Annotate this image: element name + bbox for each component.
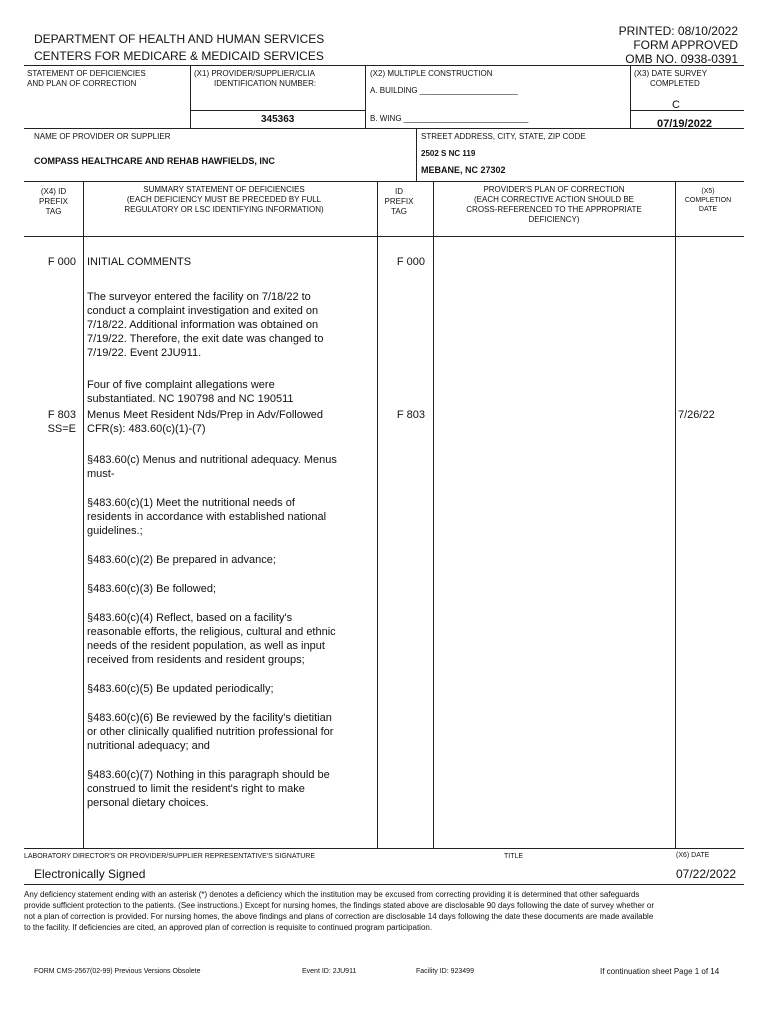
- x1-label-1: (X1) PROVIDER/SUPPLIER/CLIA: [194, 69, 315, 78]
- page-indicator: If continuation sheet Page 1 of 14: [600, 967, 720, 976]
- x1-left-border: [190, 65, 191, 128]
- city-state-zip: MEBANE, NC 27302: [421, 165, 506, 175]
- signature-date: 07/22/2022: [676, 867, 737, 881]
- x5-column-header: [675, 187, 741, 214]
- plan-column-header: [433, 185, 675, 225]
- regulation-paragraph: §483.60(c) Menus and nutritional adequacy. Menus must-: [87, 454, 337, 480]
- printed-date: PRINTED: 08/10/2022: [618, 24, 738, 38]
- regulation-paragraph: §483.60(c)(6) Be reviewed by the facility's dietitian or other clinically qualified nutrition professional for nutritional adequacy; and: [87, 712, 334, 752]
- complaint-line-2: substantiated. NC 190798 and NC 190511: [87, 393, 294, 405]
- top-border: [24, 65, 744, 66]
- regulation-paragraph: §483.60(c)(7) Nothing in this paragraph should be construed to limit the resident's right to make personal dietary choices.: [87, 769, 330, 809]
- signature-top-border: [24, 848, 744, 849]
- regulation-text: [87, 453, 337, 825]
- regulation-paragraph: §483.60(c)(1) Meet the nutritional needs of residents in accordance with established national guidelines.;: [87, 497, 327, 537]
- right-tag-f000: F 000: [396, 256, 425, 268]
- x4-column-header: [24, 187, 83, 217]
- plan-header-line: PROVIDER'S PLAN OF CORRECTION: [483, 185, 625, 194]
- provider-number: 345363: [261, 114, 295, 125]
- initial-comments-heading: INITIAL COMMENTS: [87, 256, 192, 268]
- column-header-bottom: [24, 236, 744, 237]
- id-column-divider: [433, 181, 434, 848]
- signature-bottom-border: [24, 884, 744, 885]
- tag-f803: F 803: [47, 409, 76, 421]
- f803-title: Menus Meet Resident Nds/Prep in Adv/Followed: [87, 409, 324, 421]
- tag-f000: F 000: [47, 256, 76, 268]
- summary-header-line: (EACH DEFICIENCY MUST BE PRECEDED BY FULL: [126, 195, 322, 204]
- f803-cfr: CFR(s): 483.60(c)(1)-(7): [87, 423, 206, 435]
- summary-header-line: SUMMARY STATEMENT OF DEFICIENCIES: [143, 185, 305, 194]
- provider-name: COMPASS HEALTHCARE AND REHAB HAWFIELDS, INC: [34, 156, 275, 166]
- x6-date-label: (X6) DATE: [676, 852, 710, 859]
- street-address: 2502 S NC 119: [421, 149, 476, 158]
- x5-header-line: (X5): [701, 188, 715, 195]
- complaint-line-1: Four of five complaint allegations were: [87, 379, 275, 391]
- initial-comments-text: The surveyor entered the facility on 7/18/22 to conduct a complaint investigation and exited on 7/18/22. Additional information was obtained on 7/19/22. Therefore, the exit date was changed to 7/19/22. Event 2JU911.: [87, 291, 324, 359]
- building-field: A. BUILDING ______________________: [370, 86, 518, 95]
- x4-header-line: (X4) ID: [40, 187, 67, 196]
- id-header-line: PREFIX: [384, 197, 414, 206]
- x2-left-border: [365, 65, 366, 128]
- x3-left-border: [630, 65, 631, 128]
- form-number: FORM CMS-2567(02-99) Previous Versions Obsolete: [34, 968, 201, 975]
- department-title: DEPARTMENT OF HEALTH AND HUMAN SERVICES: [34, 32, 325, 46]
- id-header-line: TAG: [391, 207, 407, 216]
- survey-date: 07/19/2022: [657, 118, 713, 130]
- id-block-bottom: [24, 128, 744, 129]
- x2-label: (X2) MULTIPLE CONSTRUCTION: [370, 69, 493, 78]
- scope-severity: SS=E: [47, 423, 76, 435]
- plan-header-line: DEFICIENCY): [528, 215, 580, 224]
- x4-header-line: TAG: [45, 207, 62, 216]
- right-tag-f803: F 803: [396, 409, 425, 421]
- address-left-border: [416, 128, 417, 181]
- provider-name-label: NAME OF PROVIDER OR SUPPLIER: [34, 132, 171, 141]
- tag-column-divider: [83, 181, 84, 848]
- summary-header-line: REGULATORY OR LSC IDENTIFYING INFORMATION): [124, 205, 324, 214]
- x1-divider: [190, 110, 365, 111]
- f803-completion-date: 7/26/22: [678, 409, 715, 421]
- facility-id: Facility ID: 923499: [416, 968, 474, 975]
- regulation-paragraph: §483.60(c)(5) Be updated periodically;: [87, 683, 274, 695]
- statement-label-2: AND PLAN OF CORRECTION: [27, 79, 137, 88]
- x5-header-line: COMPLETION: [684, 197, 732, 204]
- survey-code: C: [672, 99, 680, 111]
- signature-label: LABORATORY DIRECTOR'S OR PROVIDER/SUPPLIER REPRESENTATIVE'S SIGNATURE: [24, 853, 316, 860]
- plan-column-divider: [675, 181, 676, 848]
- regulation-paragraph: §483.60(c)(4) Reflect, based on a facility's reasonable efforts, the religious, cultural and ethnic needs of the resident population, as well as input received from residents and resident groups;: [87, 612, 336, 666]
- id-header-line: ID: [395, 187, 403, 196]
- x3-divider: [630, 110, 744, 111]
- agency-title: CENTERS FOR MEDICARE & MEDICAID SERVICES: [34, 49, 324, 63]
- provider-block-bottom: [24, 181, 744, 182]
- plan-header-line: (EACH CORRECTIVE ACTION SHOULD BE: [473, 195, 635, 204]
- title-label: TITLE: [504, 853, 524, 860]
- signature-value: Electronically Signed: [34, 867, 146, 881]
- x4-header-line: PREFIX: [39, 197, 68, 206]
- x5-header-line: DATE: [698, 206, 718, 213]
- x1-label-2: IDENTIFICATION NUMBER:: [214, 79, 317, 88]
- statement-label-1: STATEMENT OF DEFICIENCIES: [27, 69, 146, 78]
- omb-number: OMB NO. 0938-0391: [625, 52, 738, 66]
- wing-field: B. WING ____________________________: [370, 114, 529, 123]
- disclaimer-text: Any deficiency statement ending with an asterisk (*) denotes a deficiency which the institution may be excused from correcting providing it is determined that other safeguards provide sufficient protection to the patients. (See instructions.) Except for nursing homes, the findings stated above are disclosable 90 days following the date of survey whether or not a plan of correction is provided. For nursing homes, the above findings and plans of correction are disclosable 14 days following the date these documents are made available to the facility. If deficiencies are cited, an approved plan of correction is requisite to continued program participation.: [24, 890, 654, 932]
- event-id: Event ID: 2JU911: [302, 968, 357, 975]
- id-column-header: [377, 187, 421, 217]
- x3-label-2: COMPLETED: [650, 79, 700, 88]
- form-approved: FORM APPROVED: [633, 38, 738, 52]
- regulation-paragraph: §483.60(c)(2) Be prepared in advance;: [87, 554, 276, 566]
- plan-header-line: CROSS-REFERENCED TO THE APPROPRIATE: [466, 205, 642, 214]
- summary-column-divider: [377, 181, 378, 848]
- x3-label-1: (X3) DATE SURVEY: [634, 69, 708, 78]
- summary-column-header: [83, 185, 365, 215]
- address-label: STREET ADDRESS, CITY, STATE, ZIP CODE: [421, 132, 586, 141]
- regulation-paragraph: §483.60(c)(3) Be followed;: [87, 583, 217, 595]
